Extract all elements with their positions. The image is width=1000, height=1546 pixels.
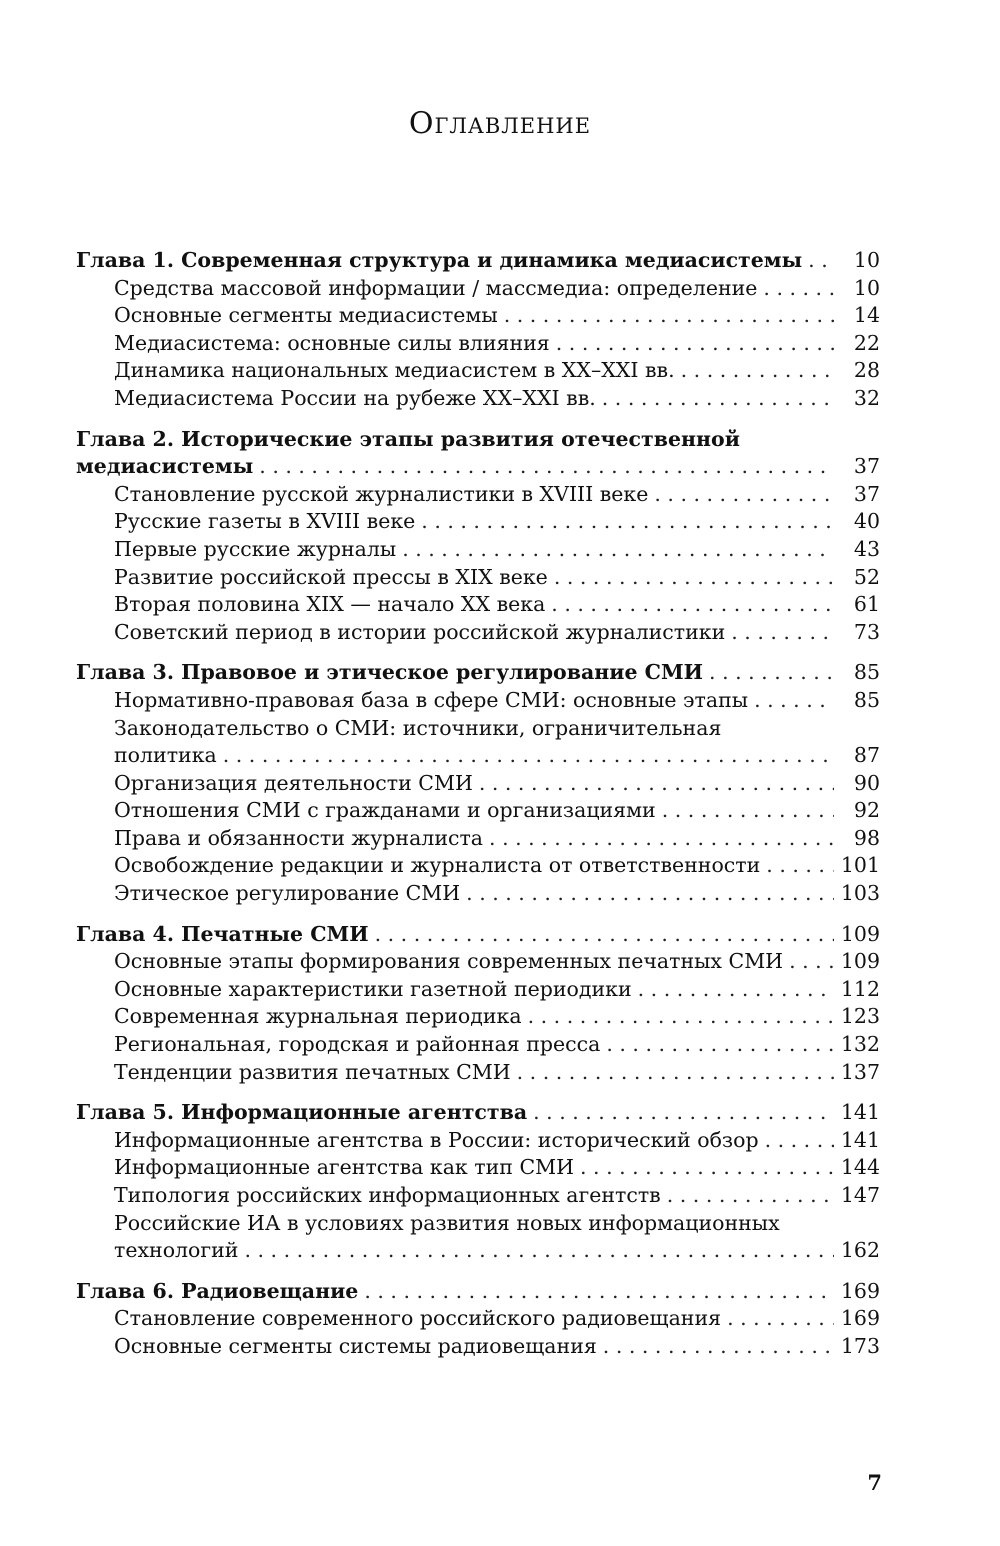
section-title-text: Развитие российской прессы в XIX веке xyxy=(114,564,548,589)
toc-chapter xyxy=(76,659,880,907)
page-number: 7 xyxy=(867,1470,882,1495)
page-ref: 14 xyxy=(853,303,880,328)
section-entry[interactable] xyxy=(76,1210,880,1238)
section-title-text: Средства массовой информации / массмедиа: определение xyxy=(114,275,758,300)
page-ref: 10 xyxy=(853,248,880,272)
dot-leader xyxy=(554,564,834,592)
chapter-title-text: Глава 2. Исторические этапы развития отечественной xyxy=(76,426,740,451)
page-ref: 109 xyxy=(840,921,880,946)
dot-leader xyxy=(364,1278,834,1306)
chapter-title-text: Глава 6. Радиовещание xyxy=(76,1278,359,1303)
section-entry[interactable] xyxy=(76,1237,880,1265)
dot-leader xyxy=(662,797,834,825)
dot-leader xyxy=(602,385,834,413)
section-title-text: Отношения СМИ с гражданами и организациями xyxy=(114,798,656,823)
page-ref: 85 xyxy=(853,660,880,685)
page-ref: 90 xyxy=(853,770,880,795)
chapter-title[interactable] xyxy=(76,247,880,275)
section-title-text: Основные этапы формирования современных печатных СМИ xyxy=(114,949,784,974)
section-entry[interactable] xyxy=(76,591,880,619)
section-title-text: Информационные агентства в России: исторический обзор xyxy=(114,1127,759,1152)
chapter-title-text: Глава 1. Современная структура и динамика медиасистемы xyxy=(76,248,803,272)
page-ref: 32 xyxy=(853,385,880,410)
dot-leader xyxy=(603,1333,834,1361)
dot-leader xyxy=(489,825,834,853)
section-title-text: Права и обязанности журналиста xyxy=(114,825,484,850)
section-entry[interactable] xyxy=(76,1059,880,1087)
section-entry[interactable] xyxy=(76,770,880,798)
page-ref: 98 xyxy=(853,825,880,850)
section-entry[interactable] xyxy=(76,742,880,770)
page-ref: 40 xyxy=(853,509,880,534)
section-entry[interactable] xyxy=(76,357,880,385)
section-title-text: Медиасистема: основные силы влияния xyxy=(114,330,550,355)
section-title-text: технологий xyxy=(114,1238,239,1263)
section-title-text: Нормативно-правовая база в сфере СМИ: основные этапы xyxy=(114,687,749,712)
dot-leader xyxy=(421,508,834,536)
section-entry[interactable] xyxy=(76,852,880,880)
section-entry[interactable] xyxy=(76,275,880,303)
table-of-contents xyxy=(76,247,880,1374)
section-title-text: Этическое регулирование СМИ xyxy=(114,881,461,906)
section-entry[interactable] xyxy=(76,536,880,564)
section-entry[interactable] xyxy=(76,385,880,413)
dot-leader xyxy=(808,247,834,275)
dot-leader xyxy=(654,481,834,509)
section-title-text: Русские газеты в XVIII веке xyxy=(114,509,416,534)
dot-leader xyxy=(731,619,834,647)
page-ref: 43 xyxy=(853,536,880,561)
page-ref: 169 xyxy=(840,1306,880,1331)
chapter-title[interactable] xyxy=(76,659,880,687)
section-entry[interactable] xyxy=(76,880,880,908)
section-entry[interactable] xyxy=(76,1305,880,1333)
toc-chapter xyxy=(76,426,880,647)
dot-leader xyxy=(259,453,834,481)
dot-leader xyxy=(580,1154,834,1182)
page-ref: 92 xyxy=(853,798,880,823)
section-title-text: Организация деятельности СМИ xyxy=(114,770,473,795)
dot-leader xyxy=(606,1031,834,1059)
page-title: Оглавление xyxy=(408,106,592,141)
chapter-title[interactable] xyxy=(76,1099,880,1127)
section-title-text: Медиасистема России на рубеже XX–XXI вв. xyxy=(114,385,596,410)
toc-chapter xyxy=(76,247,880,413)
dot-leader xyxy=(789,948,834,976)
section-entry[interactable] xyxy=(76,715,880,743)
dot-leader xyxy=(765,1127,834,1155)
dot-leader xyxy=(681,357,834,385)
section-title-text: Современная журнальная периодика xyxy=(114,1004,522,1029)
section-entry[interactable] xyxy=(76,1031,880,1059)
dot-leader xyxy=(528,1003,834,1031)
dot-leader xyxy=(727,1305,834,1333)
section-title-text: Основные сегменты системы радиовещания xyxy=(114,1333,597,1358)
toc-chapter xyxy=(76,1099,880,1265)
section-entry[interactable] xyxy=(76,330,880,358)
section-title-text: Динамика национальных медиасистем в XX–XXI вв. xyxy=(114,358,675,383)
section-entry[interactable] xyxy=(76,564,880,592)
dot-leader xyxy=(223,742,834,770)
section-entry[interactable] xyxy=(76,825,880,853)
page-ref: 141 xyxy=(840,1127,880,1152)
section-title-text: Основные характеристики газетной периодики xyxy=(114,976,632,1001)
toc-chapter xyxy=(76,1278,880,1361)
section-title-text: Освобождение редакции и журналиста от ответственности xyxy=(114,853,761,878)
page-ref: 141 xyxy=(840,1100,880,1125)
page-ref: 22 xyxy=(853,330,880,355)
dot-leader xyxy=(556,330,834,358)
section-title-text: Становление русской журналистики в XVIII веке xyxy=(114,481,649,506)
section-entry[interactable] xyxy=(76,481,880,509)
section-title-text: Региональная, городская и районная пресса xyxy=(114,1032,601,1057)
chapter-title[interactable] xyxy=(76,426,880,454)
page-ref: 112 xyxy=(840,976,880,1001)
toc-chapter xyxy=(76,921,880,1087)
chapter-title[interactable] xyxy=(76,921,880,949)
dot-leader xyxy=(766,852,834,880)
section-title-text: Тенденции развития печатных СМИ xyxy=(114,1059,511,1084)
page-ref: 52 xyxy=(853,564,880,589)
section-title-text: Становление современного российского радиовещания xyxy=(114,1306,722,1331)
section-entry[interactable] xyxy=(76,1127,880,1155)
page-ref: 169 xyxy=(840,1278,880,1303)
page-ref: 85 xyxy=(853,687,880,712)
section-entry[interactable] xyxy=(76,948,880,976)
section-entry[interactable] xyxy=(76,1154,880,1182)
chapter-title-text: Глава 3. Правовое и этическое регулирование СМИ xyxy=(76,660,704,685)
chapter-title-text: Глава 4. Печатные СМИ xyxy=(76,921,369,946)
page-ref: 61 xyxy=(853,592,880,617)
page-ref: 101 xyxy=(840,853,880,878)
dot-leader xyxy=(375,921,834,949)
chapter-title-text: Глава 5. Информационные агентства xyxy=(76,1100,528,1125)
dot-leader xyxy=(244,1237,834,1265)
dot-leader xyxy=(402,536,834,564)
page-ref: 109 xyxy=(840,949,880,974)
page-ref: 10 xyxy=(853,275,880,300)
chapter-title[interactable] xyxy=(76,453,880,481)
section-entry[interactable] xyxy=(76,619,880,647)
section-entry[interactable] xyxy=(76,1333,880,1361)
section-entry[interactable] xyxy=(76,1003,880,1031)
section-title-text: Первые русские журналы xyxy=(114,536,397,561)
section-entry[interactable] xyxy=(76,687,880,715)
dot-leader xyxy=(709,659,834,687)
page-ref: 147 xyxy=(840,1183,880,1207)
page-ref: 162 xyxy=(840,1238,880,1263)
page-ref: 37 xyxy=(853,481,880,506)
section-title-text: Информационные агентства как тип СМИ xyxy=(114,1155,574,1180)
dot-leader xyxy=(533,1099,834,1127)
page-ref: 103 xyxy=(840,881,880,906)
page-ref: 144 xyxy=(840,1155,880,1180)
section-title-text: Советский период в истории российской журналистики xyxy=(114,619,726,644)
page-ref: 132 xyxy=(840,1032,880,1057)
page-ref: 37 xyxy=(853,454,880,479)
section-title-text: политика xyxy=(114,743,217,768)
page-ref: 123 xyxy=(840,1004,880,1029)
dot-leader xyxy=(754,687,834,715)
section-title-text: Вторая половина XIX — начало XX века xyxy=(114,592,546,617)
section-entry[interactable] xyxy=(76,508,880,536)
page-ref: 173 xyxy=(840,1333,880,1358)
section-title-text: Основные сегменты медиасистемы xyxy=(114,303,498,328)
section-title-text: Российские ИА в условиях развития новых информационных xyxy=(114,1210,780,1235)
chapter-title[interactable] xyxy=(76,1278,880,1306)
section-title-text: Законодательство о СМИ: источники, ограничительная xyxy=(114,715,722,740)
section-entry[interactable] xyxy=(76,976,880,1004)
dot-leader xyxy=(763,275,834,303)
page-ref: 73 xyxy=(853,619,880,644)
section-entry[interactable] xyxy=(76,1182,880,1210)
dot-leader xyxy=(466,880,834,908)
dot-leader xyxy=(667,1182,834,1210)
page-ref: 137 xyxy=(840,1059,880,1084)
page-ref: 87 xyxy=(853,743,880,768)
dot-leader xyxy=(638,976,834,1004)
page-ref: 28 xyxy=(853,358,880,383)
dot-leader xyxy=(551,591,834,619)
section-entry[interactable] xyxy=(76,302,880,330)
dot-leader xyxy=(517,1059,834,1087)
section-entry[interactable] xyxy=(76,797,880,825)
section-title-text: Типология российских информационных агентств xyxy=(114,1183,661,1207)
dot-leader xyxy=(504,302,834,330)
chapter-title-text: медиасистемы xyxy=(76,454,254,479)
dot-leader xyxy=(479,770,834,798)
